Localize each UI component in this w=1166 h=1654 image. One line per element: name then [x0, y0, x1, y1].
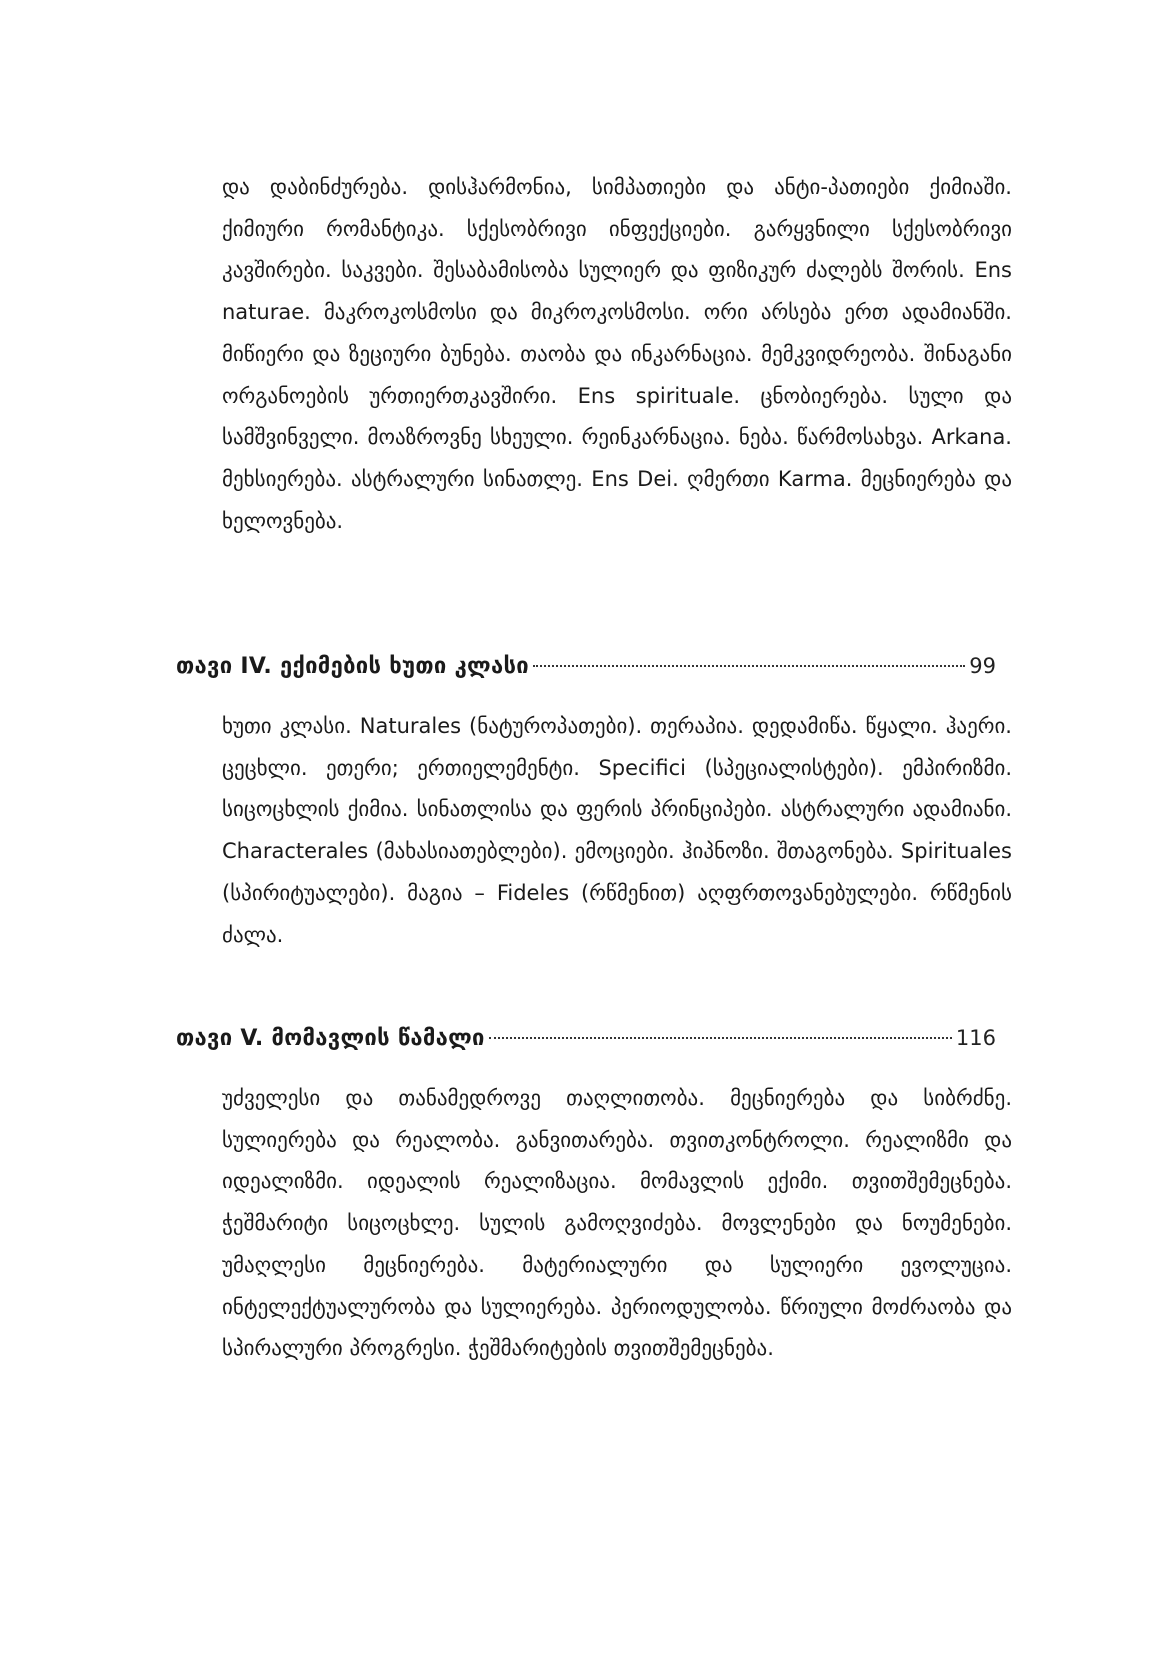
chapter-4-summary: ხუთი კლასი. Naturales (ნატუროპათები). თერაპია. დედამიწა. წყალი. ჰაერი. ცეცხლი. ეთერი; ერთიელემენტი. Specifici (სპეციალისტები). ემპირიზმი. სიცოცხლის ქიმია. სინათლისა და ფერის პრინციპები. ასტრალური ადამიანი. Characterales (მახასიათებლები). ემოციები. ჰიპნოზი. შთაგონება. Spirituales (სპირიტუალები). მაგია – Fideles (რწმენით) აღფრთოვანებულები. რწმენის ძალა. — [222, 714, 1012, 947]
chapter-3-summary: და დაბინძურება. დისჰარმონია, სიმპათიები და ანტი-პათიები ქიმიაში. ქიმიური რომანტიკა. სქესობრივი ინფექციები. გარყვნილი სქესობრივი კავშირები. საკვები. შესაბამისობა სულიერ და ფიზიკურ ძალებს შორის. Ens naturae. მაკროკოსმოსი და მიკროკოსმოსი. ორი არსება ერთ ადამიანში. მიწიერი და ზეციური ბუნება. თაობა და ინკარნაცია. მემკვიდრეობა. შინაგანი ორგანოების ურთიერთკავშირი. Ens spirituale. ცნობიერება. სული და სამშვინველი. მოაზროვნე სხეული. რეინკარნაცია. ნება. წარმოსახვა. Arkana. მეხსიერება. ასტრალური სინათლე. Ens Dei. ღმერთი Karma. მეცნიერება და ხელოვნება. — [222, 175, 1012, 533]
chapter-4-page-number: 99 — [969, 654, 996, 678]
chapter-5-summary: უძველესი და თანამედროვე თაღლითობა. მეცნიერება და სიბრძნე. სულიერება და რეალობა. განვითარება. თვითკონტროლი. რეალიზმი და იდეალიზმი. იდეალის რეალიზაცია. მომავლის ექიმი. თვითშემეცნება. ჭეშმარიტი სიცოცხლე. სულის გამოღვიძება. მოვლენები და ნოუმენები. უმაღლესი მეცნიერება. მატერიალური და სულიერი ევოლუცია. ინტელექტუალურობა და სულიერება. პერიოდულობა. წრიული მოძრაობა და სპირალური პროგრესი. ჭეშმარიტების თვითშემეცნება. — [222, 1086, 1012, 1361]
dot-leader — [489, 1037, 952, 1039]
chapter-5-title: თავი V. მომავლის წამალი — [176, 1026, 485, 1051]
dot-leader — [533, 665, 965, 667]
chapter-5-page-number: 116 — [955, 1026, 996, 1050]
chapter-5-toc-entry[interactable] — [176, 1026, 996, 1066]
chapter-4-title: თავი IV. ექიმების ხუთი კლასი — [176, 654, 529, 679]
chapter-4-toc-entry[interactable] — [176, 654, 996, 694]
